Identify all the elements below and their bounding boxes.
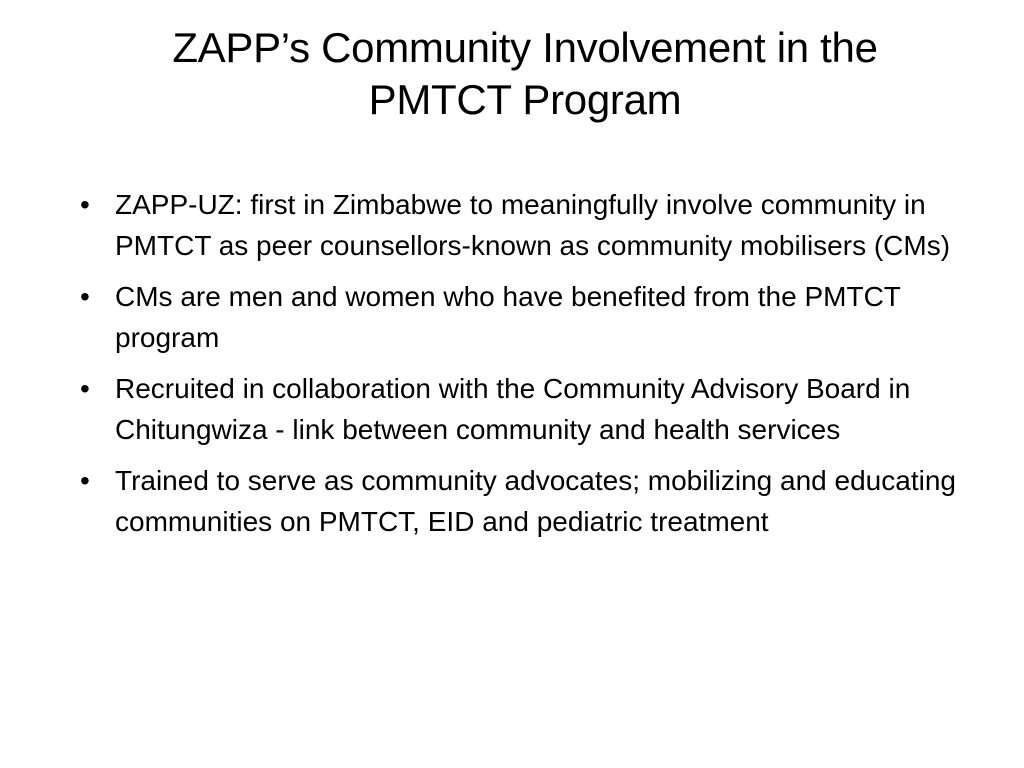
bullet-text: ZAPP-UZ: first in Zimbabwe to meaningfully involve community in PMTCT as peer counsellors-known as community mobilisers (CMs) [115,189,951,261]
bullet-dot-icon: • [80,189,90,220]
slide-title-line-1: ZAPP’s Community Involvement in the [172,24,878,71]
bullet-item [78,368,958,450]
slide-title-line-2: PMTCT Program [368,76,682,123]
bullet-text: Trained to serve as community advocates; mobilizing and educating communities on PMTCT, EID and pediatric treatment [115,465,956,537]
bullet-text: Recruited in collaboration with the Community Advisory Board in Chitungwiza - link between community and health services [115,373,911,445]
bullet-item [78,276,958,358]
bullet-item [78,184,958,266]
bullet-list [78,184,958,552]
bullet-dot-icon: • [80,373,90,404]
bullet-dot-icon: • [80,281,90,312]
bullet-dot-icon: • [80,465,90,496]
slide-title [40,22,1010,126]
bullet-item [78,460,958,542]
bullet-text: CMs are men and women who have benefited from the PMTCT program [115,281,901,353]
